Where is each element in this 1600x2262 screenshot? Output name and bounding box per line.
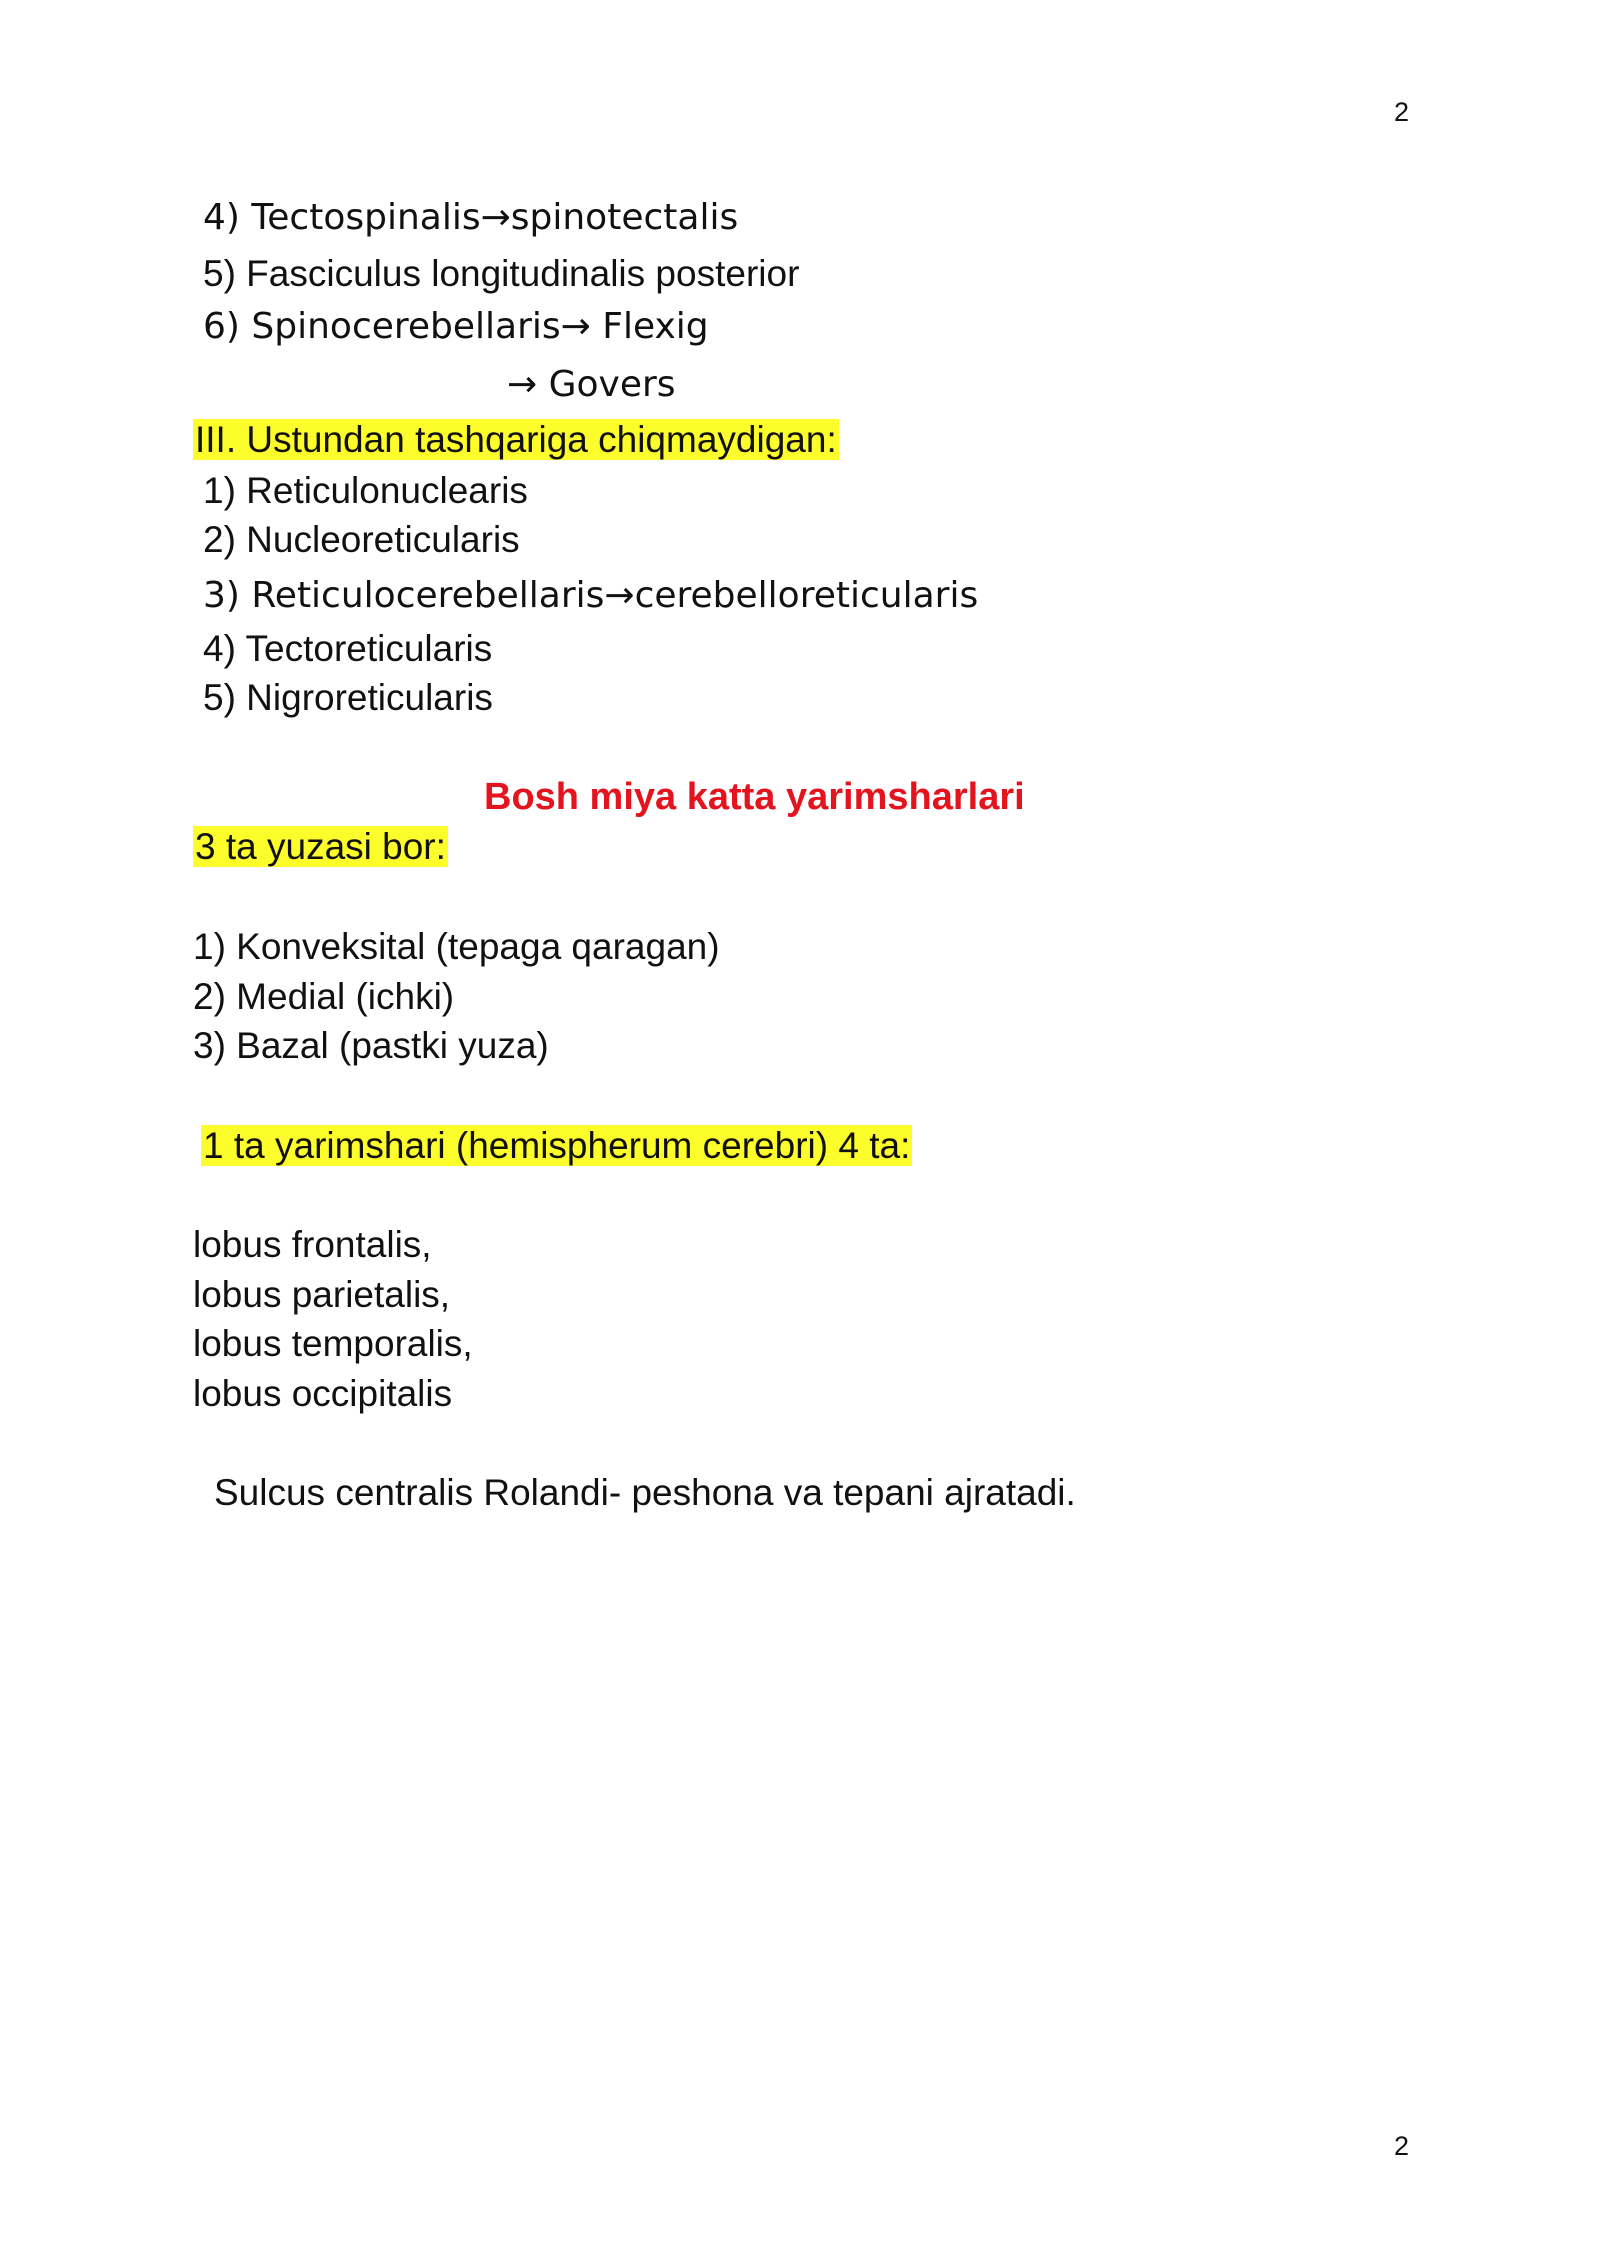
section-title [193,825,448,869]
section-heading: Bosh miya katta yarimsharlari [484,776,1025,818]
list-item: lobus parietalis, [193,1274,451,1315]
highlighted-text: III. Ustundan tashqariga chiqmaydigan: [195,419,837,460]
section-title [193,418,839,462]
page-number-top: 2 [1393,97,1409,127]
list-item: 1) Reticulonuclearis [203,470,528,511]
list-item: 4) Tectospinalis→spinotectalis [203,197,739,238]
list-item: 6) Spinocerebellaris→ Flexig [203,306,709,347]
list-item: lobus frontalis, [193,1224,432,1265]
list-item: 2) Medial (ichki) [193,976,455,1017]
list-item: lobus occipitalis [193,1373,453,1414]
list-item: 4) Tectoreticularis [203,628,493,669]
highlighted-text: 3 ta yuzasi bor: [195,826,446,867]
list-item: 1) Konveksital (tepaga qaragan) [193,926,720,967]
highlighted-text: 1 ta yarimshari (hemispherum cerebri) 4 ta: [203,1125,911,1166]
list-item: 5) Nigroreticularis [203,677,493,718]
list-item: lobus temporalis, [193,1323,473,1364]
closing-sentence: Sulcus centralis Rolandi- peshona va tepani ajratadi. [214,1472,1076,1513]
list-item: 3) Reticulocerebellaris→cerebelloreticularis [203,575,979,616]
list-item: 3) Bazal (pastki yuza) [193,1025,549,1066]
list-item: 5) Fasciculus longitudinalis posterior [203,253,800,294]
list-item: → Govers [507,364,676,405]
page-number-bottom: 2 [1393,2131,1409,2161]
list-item: 2) Nucleoreticularis [203,519,520,560]
section-title [201,1124,912,1168]
